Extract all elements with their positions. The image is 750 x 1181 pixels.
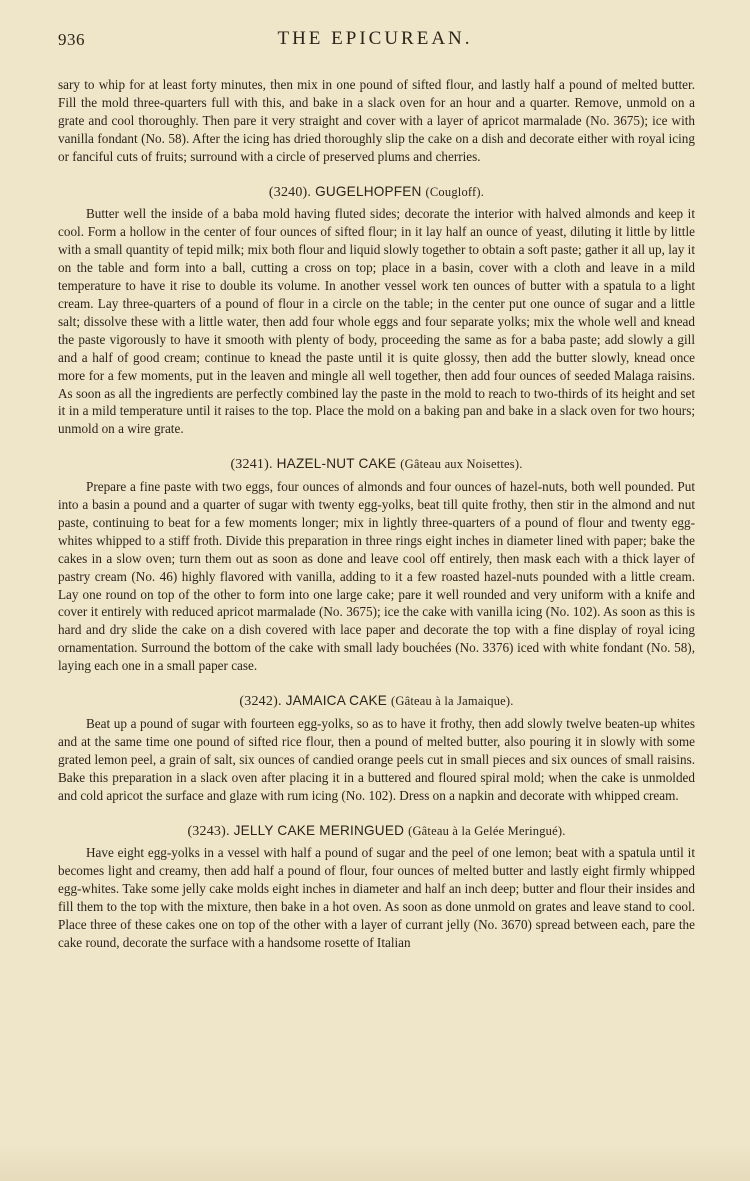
recipe-3242 bbox=[58, 692, 695, 804]
recipe-title: GUGELHOPFEN bbox=[315, 183, 422, 199]
recipe-text: Beat up a pound of sugar with fourteen egg-yolks, so as to have it frothy, then add slowly twelve beaten-up whites and at the same time one pound of sifted rice flour, then a pound of melted butter, also pouring it in slowly with some grated lemon peel, a grain of salt, six ounces of candied orange peels cut in small pieces and six ounces of small raisins. Bake this preparation in a slack oven after placing it in a buttered and floured spiral mold; when the cake is unmolded and cold apricot the surface and glaze with rum icing (No. 102). Dress on a napkin and decorate with whipped cream. bbox=[58, 716, 695, 803]
recipe-number: (3243). bbox=[187, 823, 230, 839]
page-header bbox=[58, 28, 692, 52]
recipe-number: (3241). bbox=[230, 457, 273, 473]
recipe-3241 bbox=[58, 455, 695, 675]
recipe-title: HAZEL-NUT CAKE bbox=[276, 456, 397, 472]
recipe-3243 bbox=[58, 822, 695, 952]
recipe-heading bbox=[58, 692, 695, 711]
recipe-number: (3240). bbox=[268, 184, 312, 200]
recipe-heading bbox=[58, 455, 695, 474]
recipe-text: Butter well the inside of a baba mold having fluted sides; decorate the interior with halved almonds and keep it cool. Form a hollow in the center of four ounces of sifted flour; in it lay half an ounce of yeast, diluting it little by little with a small quantity of tepid milk; mix both flour and liquid slowly together to obtain a soft paste; gather it all up, lay it on the table and form into a ball, cutting a cross on top; place in a basin, cover with a cloth and leave in a mild temperature to have it rise to double its volume. In another vessel work ten ounces of butter with a spatula to a light cream. Lay three-quarters of a pound of flour in a circle on the table; in the center put one ounce of sugar and a little salt; dissolve these with a little water, then add four whole eggs and four separate yolks; mix the whole well and knead the paste vigorously to have it smooth with plenty of body, proceeding the same as for a baba paste; add slowly a gill and a half of good cream; continue to knead the paste until it is quite glossy, then add the butter slowly, knead once more for a few moments, put in the leaven and mingle all well together, then add four ounces of seeded Malaga raisins. As soon as all the ingredients are perfectly combined lay the paste in the mold to reach to two-thirds of its height and set it in a mild temperature until it raises to the top. Place the mold on a baking pan and bake in a slack oven for two hours; unmold on a wire grate. bbox=[58, 206, 695, 437]
page-content bbox=[58, 76, 695, 952]
recipe-title: JAMAICA CAKE bbox=[285, 693, 387, 709]
recipe-title: JELLY CAKE MERINGUED bbox=[233, 822, 405, 838]
recipe-text: Prepare a fine paste with two eggs, four ounces of almonds and four ounces of hazel-nuts, both well pounded. Put into a basin a pound and a quarter of sugar with twenty egg-yolks, beat till quite frothy, then stir in the almond and nut paste, continuing to beat for a few moments longer; mix in lightly three-quarters of a pound of flour and twenty egg-whites whipped to a stiff froth. Divide this preparation in three rings eight inches in diameter lined with paper; bake the cakes in a slow oven; turn them out as soon as done and leave cool off entirely, then mask each with a thick layer of pastry cream (No. 46) highly flavored with vanilla, adding to it a few roasted hazel-nuts pounded with a little cream. Lay one round on top of the other to form into one large cake; pare it well rounded and very uniform with a knife and cover it entirely with reduced apricot marmalade (No. 3675); ice the cake with vanilla icing (No. 102). As soon as this is hard and dry slide the cake on a dish covered with lace paper and decorate the top with a fine display of royal icing ornamentation. Surround the bottom of the cake with small lady bouchées (No. 3376) iced with white fondant (No. 58), laying each one in a small paper case. bbox=[58, 479, 695, 674]
page-number: 936 bbox=[58, 30, 85, 49]
recipe-french-title: (Cougloff). bbox=[425, 184, 485, 199]
running-title: THE EPICUREAN. bbox=[277, 28, 473, 49]
intro-paragraph: sary to whip for at least forty minutes, then mix in one pound of sifted flour, and lastly half a pound of melted butter. Fill the mold three-quarters full with this, and bake in a slack oven for an hour and a quarter. Remove, unmold on a grate and cool thoroughly. Then pare it very straight and cover with a layer of apricot marmalade (No. 3675); ice with vanilla fondant (No. 58). After the icing has dried thoroughly slip the cake on a dish and decorate either with royal icing or fanciful cuts of fruits; surround with a circle of preserved plums and cherries. bbox=[58, 77, 695, 164]
recipe-text: Have eight egg-yolks in a vessel with half a pound of sugar and the peel of one lemon; beat with a spatula until it becomes light and creamy, then add half a pound of flour, four ounces of melted butter and lastly eight firmly whipped egg-whites. Take some jelly cake molds eight inches in diameter and half an inch deep; butter and flour their insides and fill them to the top with the mixture, then bake in a hot oven. As soon as done unmold on grates and leave stand to cool. Place three of these cakes one on top of the other with a layer of currant jelly (No. 3670) spread between each, pare the cake round, decorate the surface with a handsome rosette of Italian bbox=[58, 845, 695, 950]
recipe-french-title: (Gâteau aux Noisettes). bbox=[400, 457, 523, 472]
recipe-number: (3242). bbox=[239, 694, 282, 710]
recipe-heading bbox=[58, 183, 695, 202]
page-bottom-margin bbox=[0, 1141, 750, 1181]
recipe-3240 bbox=[58, 183, 695, 439]
recipe-french-title: (Gâteau à la Gelée Meringué). bbox=[408, 823, 566, 838]
recipe-heading bbox=[58, 822, 695, 841]
recipe-french-title: (Gâteau à la Jamaique). bbox=[390, 694, 514, 709]
